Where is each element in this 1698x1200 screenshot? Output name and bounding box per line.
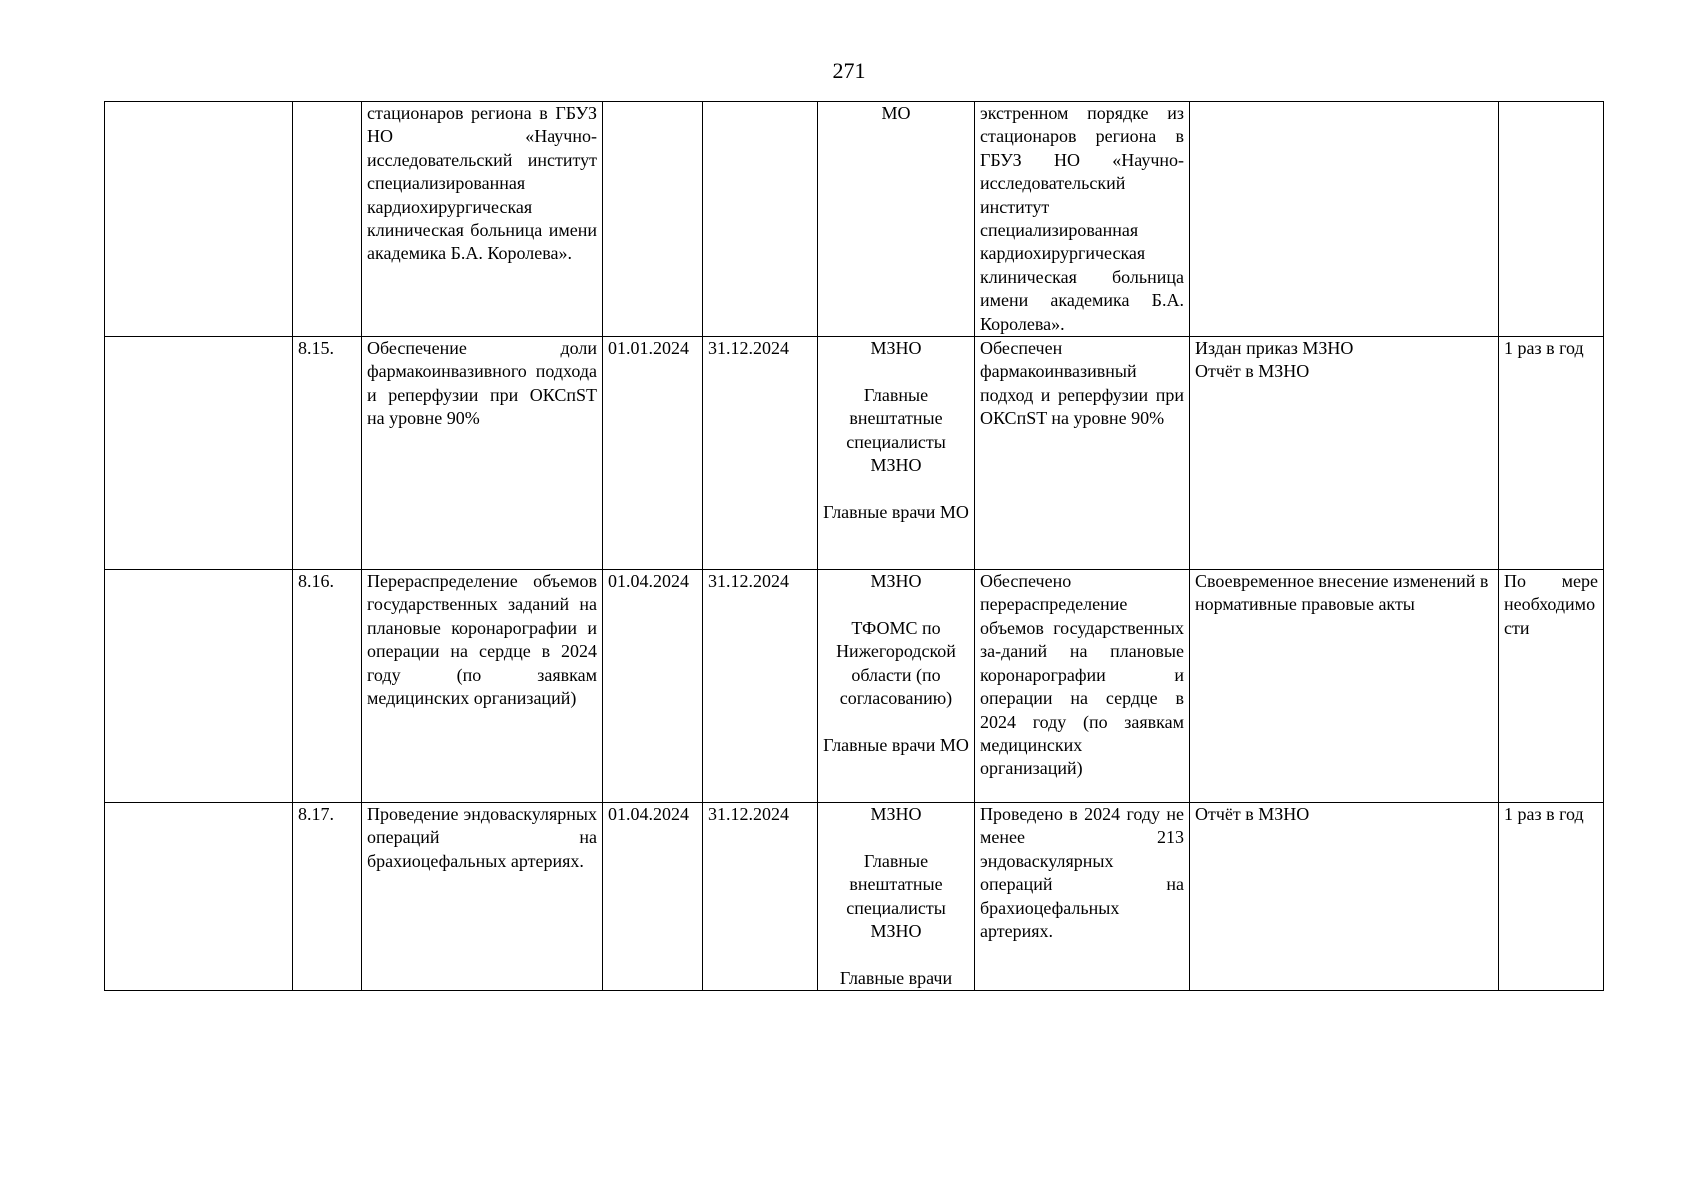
responsible-line: Главные внештатные специалисты МЗНО [846, 850, 946, 942]
responsible-line: МЗНО [870, 804, 922, 825]
item-number-cell: 8.16. [293, 570, 362, 803]
periodicity-cell: 1 раз в год [1499, 337, 1604, 570]
responsible-line: Главные врачи [839, 967, 953, 988]
responsible-cell [818, 102, 975, 337]
report-line: Издан приказ МЗНО [1195, 338, 1354, 359]
spacer [823, 360, 969, 383]
end-date-cell: 31.12.2024 [703, 570, 818, 803]
report-form-cell [1190, 102, 1499, 337]
expected-result-cell: Обеспечено перераспределение объемов государственных за-даний на плановые коронарографии и операции на сердце в 2024 году (по заявкам медицинских организаций) [975, 570, 1190, 803]
periodicity-cell: 1 раз в год [1499, 803, 1604, 991]
spacer [823, 826, 969, 849]
responsible-cell [818, 803, 975, 991]
activity-description-cell: Перераспределение объемов государственных заданий на плановые коронарографии и операции на сердце в 2024 году (по заявкам медицинских организаций) [362, 570, 603, 803]
end-date-cell: 31.12.2024 [703, 803, 818, 991]
expected-result-cell: Проведено в 2024 году не менее 213 эндоваскулярных операций на брахиоцефальных артериях. [975, 803, 1190, 991]
empty-cell [105, 570, 293, 803]
activity-description-cell: Обеспечение доли фармакоинвазивного подхода и реперфузии при ОКСпST на уровне 90% [362, 337, 603, 570]
activity-description-cell: Проведение эндоваскулярных операций на брахиоцефальных артериях. [362, 803, 603, 991]
spacer [823, 943, 969, 966]
responsible-line: МЗНО [870, 571, 922, 592]
periodicity-cell [1499, 102, 1604, 337]
responsible-cell [818, 570, 975, 803]
responsible-line: МО [881, 103, 911, 123]
responsible-line: Главные внештатные специалисты МЗНО [846, 384, 946, 476]
report-line: Отчёт в МЗНО [1195, 804, 1310, 825]
empty-cell [105, 337, 293, 570]
item-number-cell: 8.17. [293, 803, 362, 991]
table-row [105, 337, 1604, 570]
empty-cell [105, 803, 293, 991]
start-date-cell [603, 102, 703, 337]
expected-result-cell: экстренном порядке из стационаров региона в ГБУЗ НО «Научно-исследовательский институт специализированная кардиохирургическая клиническая больница имени академика Б.А. Королева». [975, 102, 1190, 337]
spacer [823, 710, 969, 733]
responsible-cell [818, 337, 975, 570]
plan-table [104, 101, 1604, 991]
page-number: 271 [832, 58, 866, 83]
report-line: Своевременное внесение изменений в нормативные правовые акты [1195, 571, 1489, 615]
table-row [105, 570, 1604, 803]
report-form-cell [1190, 337, 1499, 570]
spacer [823, 593, 969, 616]
periodicity-cell: По мере необходимости [1499, 570, 1604, 803]
responsible-line: ТФОМС по Нижегородской области (по согласованию) [836, 617, 956, 709]
activity-description-cell: стационаров региона в ГБУЗ НО «Научно-исследовательский институт специализированная кардиохирургическая клиническая больница имени академика Б.А. Королева». [362, 102, 603, 337]
start-date-cell: 01.04.2024 [603, 803, 703, 991]
start-date-cell: 01.01.2024 [603, 337, 703, 570]
table-row [105, 102, 1604, 337]
expected-result-cell: Обеспечен фармакоинвазивный подход и реперфузии при ОКСпST на уровне 90% [975, 337, 1190, 570]
table-row [105, 803, 1604, 991]
end-date-cell: 31.12.2024 [703, 337, 818, 570]
responsible-line: МЗНО [870, 338, 922, 359]
item-number-cell: 8.15. [293, 337, 362, 570]
responsible-line: Главные врачи МО [823, 501, 969, 522]
responsible-line: Главные врачи МО [823, 734, 969, 755]
spacer [823, 477, 969, 500]
empty-cell [105, 102, 293, 337]
end-date-cell [703, 102, 818, 337]
report-form-cell [1190, 803, 1499, 991]
report-line: Отчёт в МЗНО [1195, 361, 1310, 382]
item-number-cell [293, 102, 362, 337]
report-form-cell [1190, 570, 1499, 803]
start-date-cell: 01.04.2024 [603, 570, 703, 803]
